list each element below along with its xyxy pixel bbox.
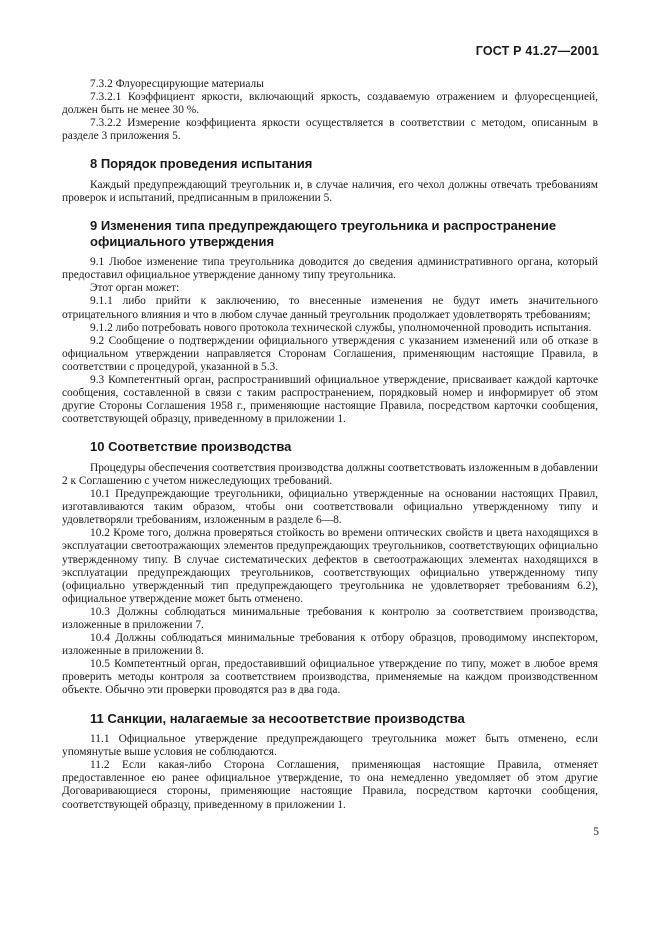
paragraph-9-1-2: 9.1.2 либо потребовать нового протокола технической службы, уполномоченной проводить испытания. bbox=[90, 321, 592, 334]
section-9-heading: 9 Изменения типа предупреждающего треугольника и распространение официального утверждения bbox=[90, 218, 557, 249]
paragraph-10-2: 10.2 Кроме того, должна проверяться стойкость во времени оптических свойств и цвета находящихся в эксплуатации светоотражающих элементов предупреждающих треугольников, соответствующих официально утвержденному типу. В случае систематических дефектов в светоотражающих элементах находящихся в эксплуатации предупреждающих треугольников, соответствующих официально утвержденному типу (официально утвержденный тип предупреждающего треугольника не удовлетворяет требованиям 6.2), официальное утверждение может быть отменено. bbox=[62, 527, 598, 605]
document-code-header: ГОСТ Р 41.27—2001 bbox=[475, 44, 599, 58]
page-number: 5 bbox=[593, 826, 599, 838]
paragraph-10-intro: Процедуры обеспечения соответствия производства должны соответствовать изложенным в добавлении 2 к Соглашению с учетом нижеследующих требований. bbox=[62, 461, 598, 487]
section-11-heading: 11 Санкции, налагаемые за несоответствие производства bbox=[90, 710, 465, 726]
paragraph-10-3: 10.3 Должны соблюдаться минимальные требования к контролю за соответствием производства, изложенные в приложении 7. bbox=[62, 605, 598, 631]
section-10-heading: 10 Соответствие производства bbox=[90, 439, 292, 455]
section-8-heading: 8 Порядок проведения испытания bbox=[90, 156, 313, 172]
paragraph-9-1-1: 9.1.1 либо прийти к заключению, то внесенные изменения не будут иметь значительного отрицательного влияния и что в любом случае данный треугольник продолжает удовлетворять требованиям; bbox=[62, 295, 598, 321]
paragraph-7-3-2-2: 7.3.2.2 Измерение коэффициента яркости осуществляется в соответствии с методом, описанным в разделе 3 приложения 5. bbox=[62, 117, 598, 143]
paragraph-10-5: 10.5 Компетентный орган, предоставивший официальное утверждение по типу, может в любое время проверить методы контроля за соответствием производства, применяемые на каждом производственном объекте. Обычно эти проверки проводятся раз в два года. bbox=[62, 658, 598, 697]
paragraph-11-2: 11.2 Если какая-либо Сторона Соглашения, применяющая настоящие Правила, отменяет предоставленное ею ранее официальное утверждение, то она немедленно уведомляет об этом другие Договаривающиеся стороны, применяющие настоящие Правила, посредством карточки сообщения, соответствующей образцу, приведенному в приложении 1. bbox=[62, 759, 598, 811]
paragraph-7-3-2-1: 7.3.2.1 Коэффициент яркости, включающий яркость, создаваемую отражением и флуоресценцией, должен быть не менее 30 %. bbox=[62, 91, 598, 117]
paragraph-11-1: 11.1 Официальное утверждение предупреждающего треугольника может быть отменено, если упомянутые выше условия не соблюдаются. bbox=[62, 733, 598, 759]
paragraph-9-2: 9.2 Сообщение о подтверждении официального утверждения с указанием изменений или об отказе в официальном утверждении направляется Сторонам Соглашения, применяющим настоящие Правила, в соответствии с процедурой, указанной в 5.3. bbox=[62, 334, 598, 373]
document-body bbox=[62, 78, 598, 812]
paragraph-8: Каждый предупреждающий треугольник и, в случае наличия, его чехол должны отвечать требованиям проверок и испытаний, предписанным в приложении 5. bbox=[62, 178, 598, 205]
paragraph-7-3-2: 7.3.2 Флуоресцирующие материалы bbox=[90, 78, 264, 90]
paragraph-organ-may: Этот орган может: bbox=[90, 282, 180, 295]
paragraph-10-1: 10.1 Предупреждающие треугольники, официально утвержденные на основании настоящих Правил, изготавливаются таким образом, чтобы они соответствовали официально утвержденному типу и удовлетворяли требованиям, изложенным в разделе 6—8. bbox=[62, 488, 598, 527]
paragraph-9-3: 9.3 Компетентный орган, распространивший официальное утверждение, присваивает каждой карточке сообщения, составленной в связи с таким распространением, порядковый номер и информирует об этом другие Стороны Соглашения 1958 г., применяющие настоящие Правила, посредством карточки сообщения, соответствующей образцу, приведенному в приложении 1. bbox=[62, 374, 598, 426]
paragraph-9-1: 9.1 Любое изменение типа треугольника доводится до сведения административного органа, который предоставил официальное утверждение данному типу треугольника. bbox=[62, 256, 598, 282]
paragraph-10-4: 10.4 Должны соблюдаться минимальные требования к отбору образцов, проводимому инспектором, изложенные в приложении 8. bbox=[62, 632, 598, 658]
